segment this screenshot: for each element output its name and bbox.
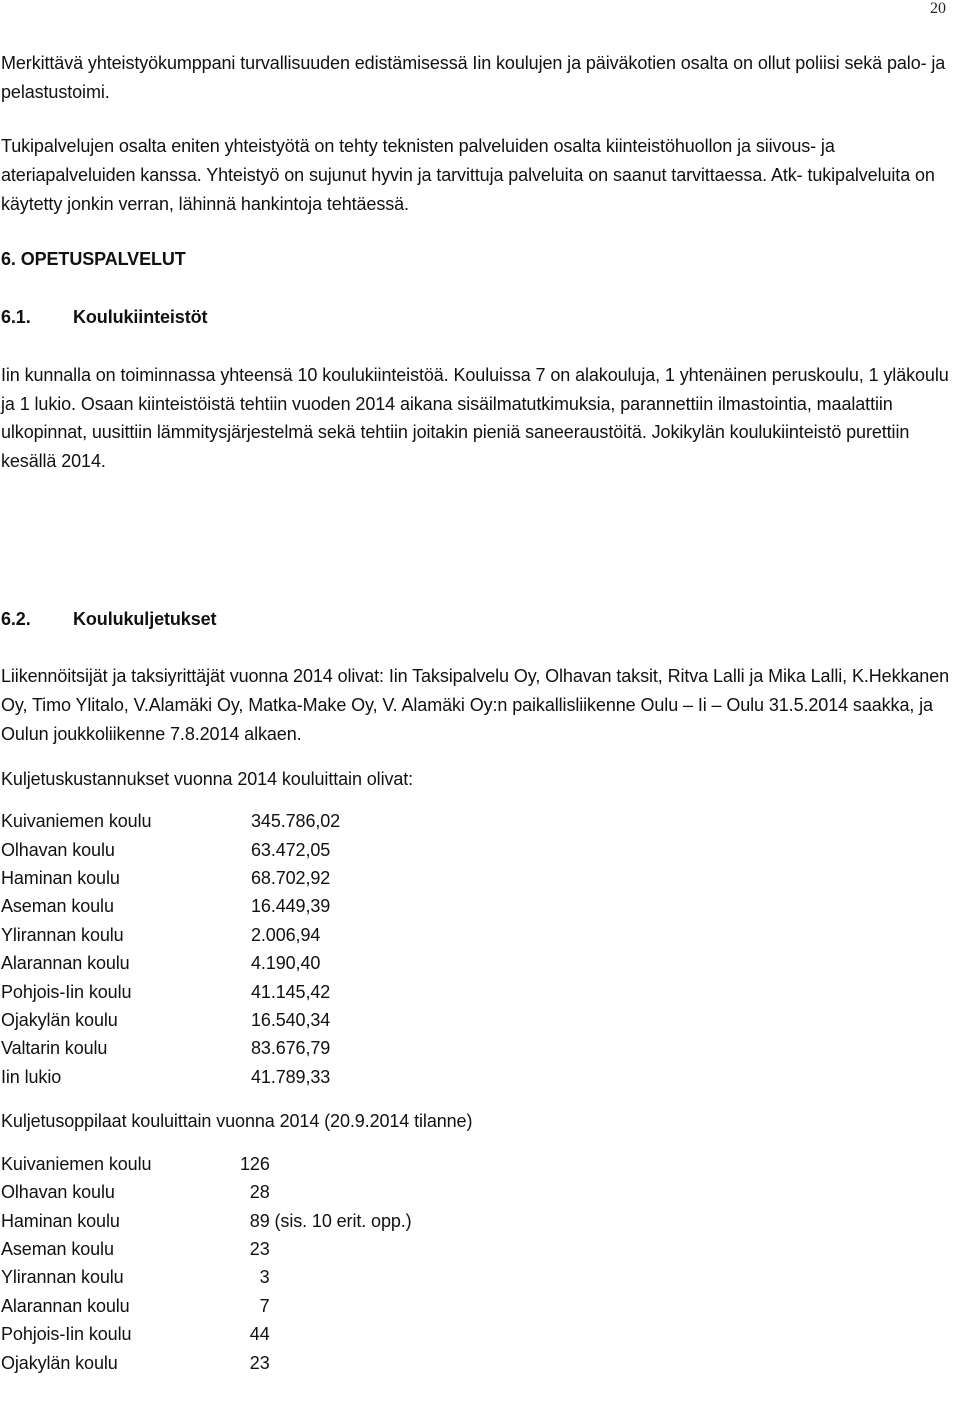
pupils-heading: Kuljetusoppilaat kouluittain vuonna 2014 (20.9.2014 tilanne) — [1, 1111, 473, 1132]
section-6-2-body: Liikennöitsijät ja taksiyrittäjät vuonna 2014 olivat: Iin Taksipalvelu Oy, Olhavan taksit, Ritva Lalli ja Mika Lalli, K.Hekkanen Oy, Timo Ylitalo, V.Alamäki Oy, Matka-Make Oy, V. Alamäki Oy:n paikallisliikenne Oulu – Ii – Oulu 31.5.2014 saakka, ja Oulun joukkoliikenne 7.8.2014 alkaen. — [1, 666, 950, 744]
pupil-count: 44 — [240, 1324, 270, 1345]
list-item — [1, 1063, 953, 1091]
cost-value: 2.006,94 — [251, 924, 321, 945]
pupil-count: 3 — [240, 1267, 270, 1288]
pupil-count: 126 — [240, 1153, 270, 1174]
list-item — [1, 1235, 953, 1263]
list-item — [1, 1207, 953, 1235]
costs-list — [1, 807, 953, 1091]
list-item — [1, 1292, 953, 1320]
school-name: Haminan koulu — [1, 868, 120, 889]
section-6-2-title: Koulukuljetukset — [73, 608, 217, 629]
cost-value: 16.540,34 — [251, 1009, 331, 1030]
school-name: Kuivaniemen koulu — [1, 811, 152, 832]
list-item — [1, 1263, 953, 1291]
cost-value: 63.472,05 — [251, 839, 331, 860]
pupil-count: 7 — [240, 1295, 270, 1316]
list-item — [1, 978, 953, 1006]
list-item — [1, 1150, 953, 1178]
list-item — [1, 949, 953, 977]
list-item — [1, 921, 953, 949]
school-name: Haminan koulu — [1, 1210, 120, 1231]
section-6-2-heading — [1, 605, 953, 634]
school-name: Alarannan koulu — [1, 953, 130, 974]
list-item — [1, 1006, 953, 1034]
document-body — [1, 49, 953, 1377]
cost-value: 16.449,39 — [251, 896, 331, 917]
school-name: Olhavan koulu — [1, 839, 115, 860]
list-item — [1, 807, 953, 835]
section-6-1-body: Iin kunnalla on toiminnassa yhteensä 10 koulukiinteistöä. Kouluissa 7 on alakouluja, 1 yhtenäinen peruskoulu, 1 yläkoulu ja 1 lukio. Osaan kiinteistöistä tehtiin vuoden 2014 aikana sisäilmatutkimuksia, parannettiin ilmastointia, maalattiin ulkopinnat, uusittiin lämmitysjärjestelmä sekä tehtiin joitakin pieniä saneeraustöitä. Jokikylän koulukiinteistö purettiin kesällä 2014. — [1, 364, 949, 472]
school-name: Iin lukio — [1, 1066, 62, 1087]
list-item — [1, 1349, 953, 1377]
school-name: Olhavan koulu — [1, 1182, 115, 1203]
list-item — [1, 1034, 953, 1062]
list-item — [1, 836, 953, 864]
school-name: Pohjois-Iin koulu — [1, 981, 132, 1002]
school-name: Alarannan koulu — [1, 1295, 130, 1316]
school-name: Ojakylän koulu — [1, 1352, 118, 1373]
school-name: Ylirannan koulu — [1, 1267, 124, 1288]
school-name: Kuivaniemen koulu — [1, 1153, 152, 1174]
cost-value: 83.676,79 — [251, 1038, 331, 1059]
pupil-count: 28 — [240, 1182, 270, 1203]
school-name: Ylirannan koulu — [1, 924, 124, 945]
cost-value: 41.789,33 — [251, 1066, 331, 1087]
school-name: Valtarin koulu — [1, 1038, 108, 1059]
costs-heading: Kuljetuskustannukset vuonna 2014 kouluittain olivat: — [1, 768, 414, 789]
list-item — [1, 1178, 953, 1206]
page-number: 20 — [930, 0, 946, 17]
pupil-count: 89 (sis. 10 erit. opp.) — [240, 1210, 412, 1231]
school-name: Ojakylän koulu — [1, 1009, 118, 1030]
cost-value: 68.702,92 — [251, 868, 331, 889]
section-6-1-number: 6.1. — [1, 307, 31, 328]
list-item — [1, 864, 953, 892]
school-name: Pohjois-Iin koulu — [1, 1324, 132, 1345]
pupil-count: 23 — [240, 1239, 270, 1260]
section-6-heading — [1, 245, 953, 274]
list-item — [1, 892, 953, 920]
section-6-2-number: 6.2. — [1, 608, 31, 629]
pupil-count: 23 — [240, 1352, 270, 1373]
intro-paragraph-1: Merkittävä yhteistyökumppani turvallisuuden edistämisessä Iin koulujen ja päiväkotien osalta on ollut poliisi sekä palo- ja pelastustoimi. — [1, 53, 946, 102]
school-name: Aseman koulu — [1, 896, 114, 917]
section-6-number: 6. — [1, 248, 16, 269]
school-name: Aseman koulu — [1, 1239, 114, 1260]
pupils-list — [1, 1150, 953, 1377]
intro-paragraph-2: Tukipalvelujen osalta eniten yhteistyötä on tehty teknisten palveluiden osalta kiinteistöhuollon ja siivous- ja ateriapalveluiden kanssa. Yhteistyö on sujunut hyvin ja tarvittuja palveluita on saanut tarvittaessa. Atk- tukipalveluita on käytetty jonkin verran, lähinnä hankintoja tehtäessä. — [1, 136, 935, 214]
list-item — [1, 1320, 953, 1348]
section-6-title: OPETUSPALVELUT — [20, 248, 186, 269]
cost-value: 345.786,02 — [251, 811, 341, 832]
section-6-1-title: Koulukiinteistöt — [73, 307, 208, 328]
section-6-1-heading — [1, 303, 953, 332]
cost-value: 41.145,42 — [251, 981, 331, 1002]
cost-value: 4.190,40 — [251, 953, 321, 974]
